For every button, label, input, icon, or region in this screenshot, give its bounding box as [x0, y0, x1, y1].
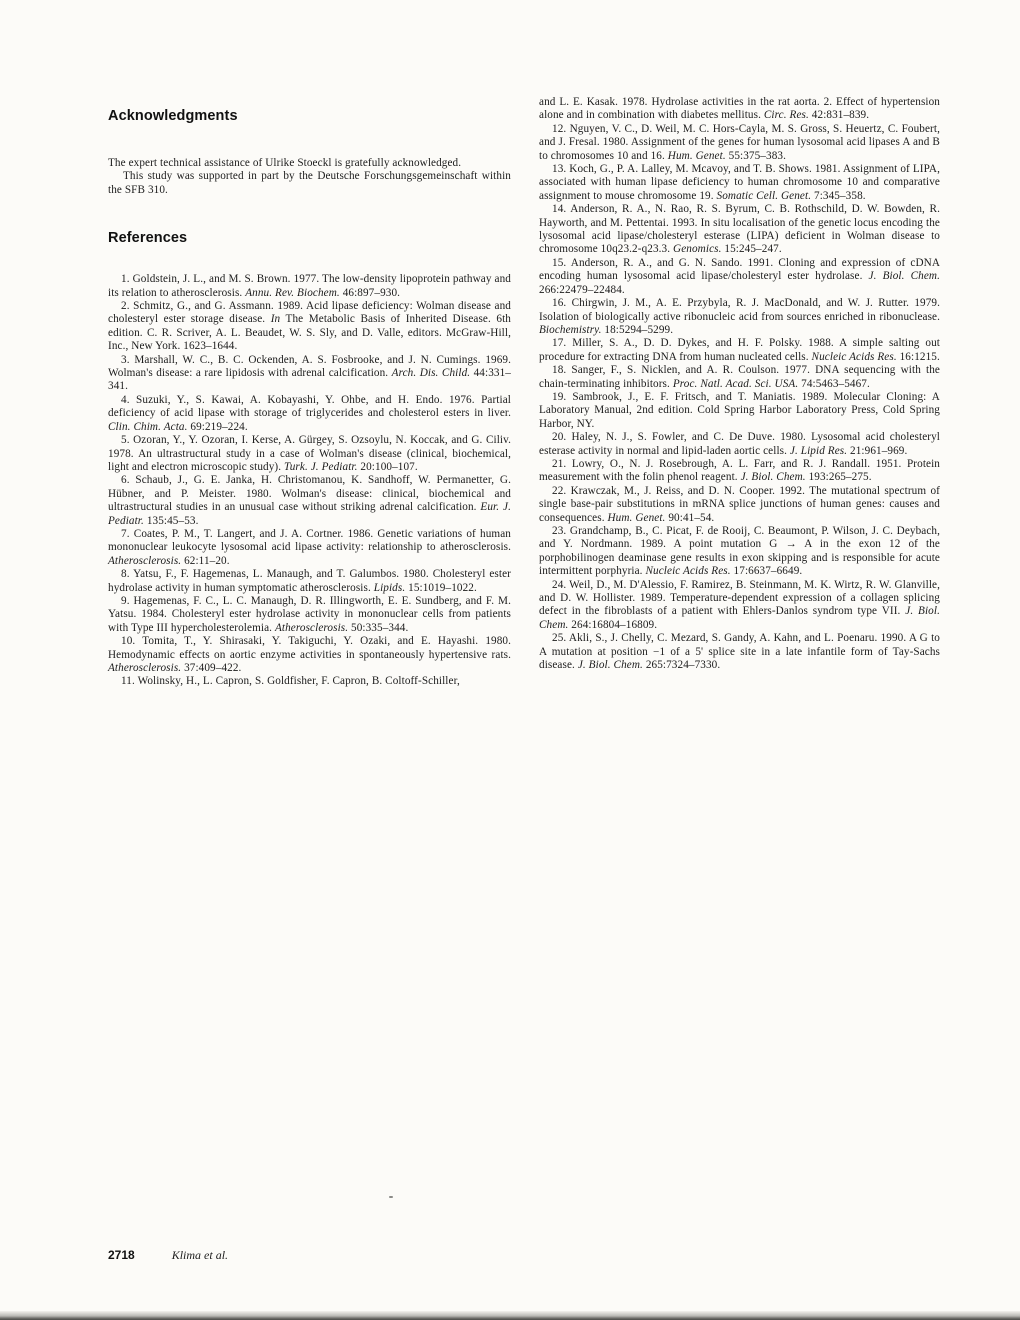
reference-text: 4. Suzuki, Y., S. Kawai, A. Kobayashi, Y. Ohbe, and H. Endo. 1976. Partial deficiency of acid lipase with storage of triglycerides and cholesterol esters in liver. — [108, 393, 511, 420]
reference-text: 266:22479–22484. — [539, 283, 625, 296]
acknowledgments-paragraph-1: The expert technical assistance of Ulrike Stoeckl is gratefully acknowledged. — [108, 157, 462, 169]
reference-text: 69:219–224. — [187, 420, 248, 433]
journal-name: Genomics. — [673, 243, 722, 256]
journal-name: Somatic Cell. Genet. — [716, 189, 812, 202]
journal-name: Nucleic Acids Res. — [811, 350, 897, 363]
reference-text: 46:897–930. — [339, 286, 401, 299]
journal-name: Circ. Res. — [763, 109, 809, 122]
scan-speck — [389, 1196, 393, 1198]
journal-name: Hum. Genet. — [607, 511, 666, 524]
reference-text: 25. Akli, S., J. Chelly, C. Mezard, S. Gandy, A. Kahn, and L. Poenaru. 1990. A G to A mutation at position −1 of a 5' splice site in a late infantile form of Tay-Sachs disease. — [539, 632, 940, 672]
reference-item — [539, 203, 940, 257]
reference-text: 264:16804–16809. — [568, 618, 658, 631]
right-column — [539, 96, 940, 672]
reference-text: 44:331–341. — [108, 367, 511, 393]
reference-text: 1. Goldstein, J. L., and M. S. Brown. 1977. The low-density lipoprotein pathway and its relation to atherosclerosis. — [108, 273, 511, 299]
reference-item — [539, 337, 940, 364]
reference-item — [108, 354, 511, 394]
reference-text: 12. Nguyen, V. C., D. Weil, M. C. Hors-Cayla, M. S. Gross, S. Heuertz, C. Foubert, and J. Fresal. 1980. Assignment of the genes for human lysosomal acid lipases A and B to chromosomes 10 and 16. — [539, 122, 940, 162]
reference-item — [108, 474, 511, 528]
reference-item — [539, 364, 940, 391]
reference-item — [108, 635, 511, 675]
reference-text: 20:100–107. — [357, 460, 418, 473]
reference-text: 10. Tomita, T., Y. Shirasaki, Y. Takiguchi, Y. Ozaki, and E. Hayashi. 1980. Hemodynamic effects on aortic enzyme activities in spontaneously hypertensive rats. — [108, 635, 511, 661]
reference-item — [539, 257, 940, 297]
reference-text: 18:5294–5299. — [601, 323, 674, 336]
journal-name: Proc. Natl. Acad. Sci. USA. — [672, 377, 799, 390]
scan-edge-artifact — [0, 1311, 1020, 1320]
journal-name: Turk. J. Pediatr. — [284, 460, 358, 473]
reference-text: 5. Ozoran, Y., Y. Ozoran, I. Kerse, A. Gürgey, S. Ozsoylu, N. Koccak, and G. Ciliv. 1978. An ultrastructural study in a case of Wolman's disease (clinical, biochemical, light and electron microscopic study). — [108, 434, 511, 473]
reference-text: 265:7324–7330. — [642, 659, 721, 672]
reference-text: 21:961–969. — [847, 444, 908, 457]
acknowledgments-paragraph-2: This study was supported in part by the Deutsche Forschungsgemeinschaft within the SFB 310. — [108, 170, 511, 196]
reference-text: 15. Anderson, R. A., and G. N. Sando. 1991. Cloning and expression of cDNA encoding human lysosomal acid lipase/cholesteryl ester hydrolase. — [539, 256, 940, 283]
reference-11-continuation — [539, 96, 940, 123]
reference-text: 6. Schaub, J., G. E. Janka, H. Christomanou, K. Sandhoff, W. Permanetter, G. Hübner, and P. Meister. 1980. Wolman's disease: clinical, biochemical and ultrastructural studies in an unusual case without striking adrenal calcification. — [108, 474, 511, 514]
journal-name: J. Lipid Res. — [789, 444, 848, 457]
reference-text: 15:1019–1022. — [405, 581, 477, 594]
reference-text: 18. Sanger, F., S. Nicklen, and A. R. Coulson. 1977. DNA sequencing with the chain-terminating inhibitors. — [539, 364, 940, 390]
reference-text: 16. Chirgwin, J. M., A. E. Przybyla, R. J. MacDonald, and W. J. Rutter. 1979. Isolation of biologically active ribonucleic acid from sources enriched in ribonuclease. — [539, 297, 940, 323]
reference-text: 2. Schmitz, G., and G. Assmann. 1989. Acid lipase deficiency: Wolman disease and cholesteryl ester storage disease. — [108, 300, 511, 326]
reference-text: 37:409–422. — [181, 662, 242, 674]
journal-name: Atherosclerosis. — [108, 554, 182, 567]
reference-text: 9. Hagemenas, F. C., L. C. Manaugh, D. R. Illingworth, E. E. Sundberg, and F. M. Yatsu. 1984. Cholesteryl ester hydrolase activity in mononuclear cells from patients with Type III hypercholesterolemia. — [108, 594, 511, 634]
journal-name: Atherosclerosis. — [108, 662, 182, 674]
reference-text: 90:41–54. — [665, 511, 715, 524]
journal-name: Atherosclerosis. — [274, 621, 349, 634]
journal-name: Arch. Dis. Child. — [391, 367, 471, 380]
journal-name: J. Biol. Chem. — [539, 605, 940, 631]
reference-text: 24. Weil, D., M. D'Alessio, F. Ramirez, B. Steinmann, M. K. Wirtz, R. W. Glanville, and D. W. Hollister. 1989. Temperature-dependent expression of a collagen splicing defect in the fibroblasts of a patient with Ehlers-Danlos syndrom type VII. — [539, 578, 940, 618]
reference-item — [108, 273, 511, 300]
reference-text: 17. Miller, S. A., D. D. Dykes, and H. F. Polsky. 1988. A simple salting out procedure for extracting DNA from human nucleated cells. — [539, 337, 940, 363]
reference-item — [539, 431, 940, 458]
journal-name: Lipids. — [373, 581, 406, 594]
reference-text: and L. E. Kasak. 1978. Hydrolase activities in the rat aorta. 2. Effect of hypertension alone and in combination with diabetes mellitus. — [539, 96, 940, 122]
reference-text: 22. Krawczak, M., J. Reiss, and D. N. Cooper. 1992. The mutational spectrum of single base-pair substitutions in mRNA splice junctions of human genes: causes and consequences. — [539, 484, 940, 524]
reference-item — [539, 632, 940, 672]
running-authors: Klima et al. — [171, 1248, 229, 1262]
journal-name: Annu. Rev. Biochem. — [245, 286, 340, 299]
acknowledgments-heading: Acknowledgments — [108, 108, 238, 124]
references-list-right — [539, 123, 940, 673]
reference-text: 15:245–247. — [721, 243, 782, 256]
reference-item — [108, 300, 511, 354]
left-column — [108, 108, 511, 689]
reference-item — [539, 458, 940, 485]
references-list-left — [108, 273, 511, 689]
journal-name: J. Biol. Chem. — [577, 659, 643, 672]
reference-text: 55:375–383. — [725, 149, 786, 162]
reference-text: 21. Lowry, O., N. J. Rosebrough, A. L. Farr, and R. J. Randall. 1951. Protein measurement with the folin phenol reagent. — [539, 457, 940, 484]
reference-text: 42:831–839. — [808, 109, 870, 122]
reference-text: 7:345–358. — [811, 189, 866, 202]
reference-text: 19. Sambrook, J., E. F. Fritsch, and T. Maniatis. 1989. Molecular Cloning: A Laboratory Manual, 2nd edition. Cold Spring Harbor Laboratory Press, Cold Spring Harbor, NY. — [539, 390, 940, 430]
reference-text: 13. Koch, G., P. A. Lalley, M. Mcavoy, and T. B. Shows. 1981. Assignment of LIPA, associated with human lipase deficiency to human chromosome 10 and comparative assignment to mouse chromosome 19. — [539, 163, 940, 202]
reference-item — [539, 123, 940, 163]
reference-text: 62:11–20. — [181, 554, 230, 567]
reference-text: 8. Yatsu, F., F. Hagemenas, L. Manaugh, and T. Galumbos. 1980. Cholesteryl ester hydrolase activity in human symptomatic atherosclerosis. — [108, 568, 511, 594]
reference-item — [108, 394, 511, 434]
reference-text: 20. Haley, N. J., S. Fowler, and C. De Duve. 1980. Lysosomal acid cholesteryl esterase activity in normal and lipid-laden aortic cells. — [539, 431, 940, 457]
reference-item — [108, 675, 511, 688]
reference-item — [539, 391, 940, 431]
reference-text: 74:5463–5467. — [798, 377, 870, 390]
journal-name: J. Biol. Chem. — [868, 270, 940, 283]
reference-item — [539, 297, 940, 337]
journal-name: In — [270, 313, 281, 326]
reference-text: 7. Coates, P. M., T. Langert, and J. A. Cortner. 1986. Genetic variations of human mononuclear leukocyte lysosomal acid lipase activity: relationship to atherosclerosis. — [108, 527, 511, 554]
reference-item — [539, 163, 940, 203]
reference-item — [108, 595, 511, 635]
reference-text: 23. Grandchamp, B., C. Picat, F. de Rooij, C. Beaumont, P. Wilson, J. C. Deybach, and Y. Nordmann. 1989. A point mutation G → A in the exon 12 of the porphobilinogen deaminase gene results in exon skipping and is responsible for acute intermittent porphyria. — [539, 525, 940, 578]
reference-text: 17:6637–6649. — [730, 565, 803, 578]
journal-name: Clin. Chim. Acta. — [108, 420, 188, 433]
journal-name: Hum. Genet. — [667, 149, 726, 162]
journal-name: Biochemistry. — [539, 323, 602, 336]
journal-name: Nucleic Acids Res. — [645, 565, 731, 578]
reference-item — [539, 485, 940, 525]
journal-name: J. Biol. Chem. — [740, 471, 806, 484]
reference-item — [539, 579, 940, 633]
reference-item — [108, 434, 511, 474]
reference-text: 16:1215. — [896, 350, 940, 363]
reference-text: 14. Anderson, R. A., N. Rao, R. S. Byrum, C. B. Rothschild, D. W. Bowden, R. Hayworth, and M. Pettentai. 1993. In situ localisation of the genetic locus encoding the lysosomal acid lipase/cholesteryl esterase (LIPA) deficient in Wolman disease to chromosome 10q23.2-q23.3. — [539, 203, 940, 256]
reference-text: 50:335–344. — [348, 621, 409, 634]
reference-text: 11. Wolinsky, H., L. Capron, S. Goldfisher, F. Capron, B. Coltoff-Schiller, — [121, 675, 460, 688]
reference-item — [539, 525, 940, 579]
page-number: 2718 — [108, 1248, 135, 1262]
reference-text: 3. Marshall, W. C., B. C. Ockenden, A. S. Fosbrooke, and J. N. Cumings. 1969. Wolman's disease: a rare lipidosis with adrenal calcification. — [108, 353, 511, 380]
reference-text: 193:265–275. — [805, 471, 872, 484]
reference-item — [108, 568, 511, 595]
reference-item — [108, 528, 511, 568]
journal-name: Eur. J. Pediatr. — [108, 501, 511, 527]
references-heading: References — [108, 230, 188, 247]
reference-text: The Metabolic Basis of Inherited Disease. 6th edition. C. R. Scriver, A. L. Beaudet, W. S. Sly, and D. Valle, editors. McGraw-Hill, Inc., New York. 1623–1644. — [108, 313, 511, 353]
reference-text: 135:45–53. — [143, 514, 199, 527]
page-footer — [108, 1248, 228, 1262]
